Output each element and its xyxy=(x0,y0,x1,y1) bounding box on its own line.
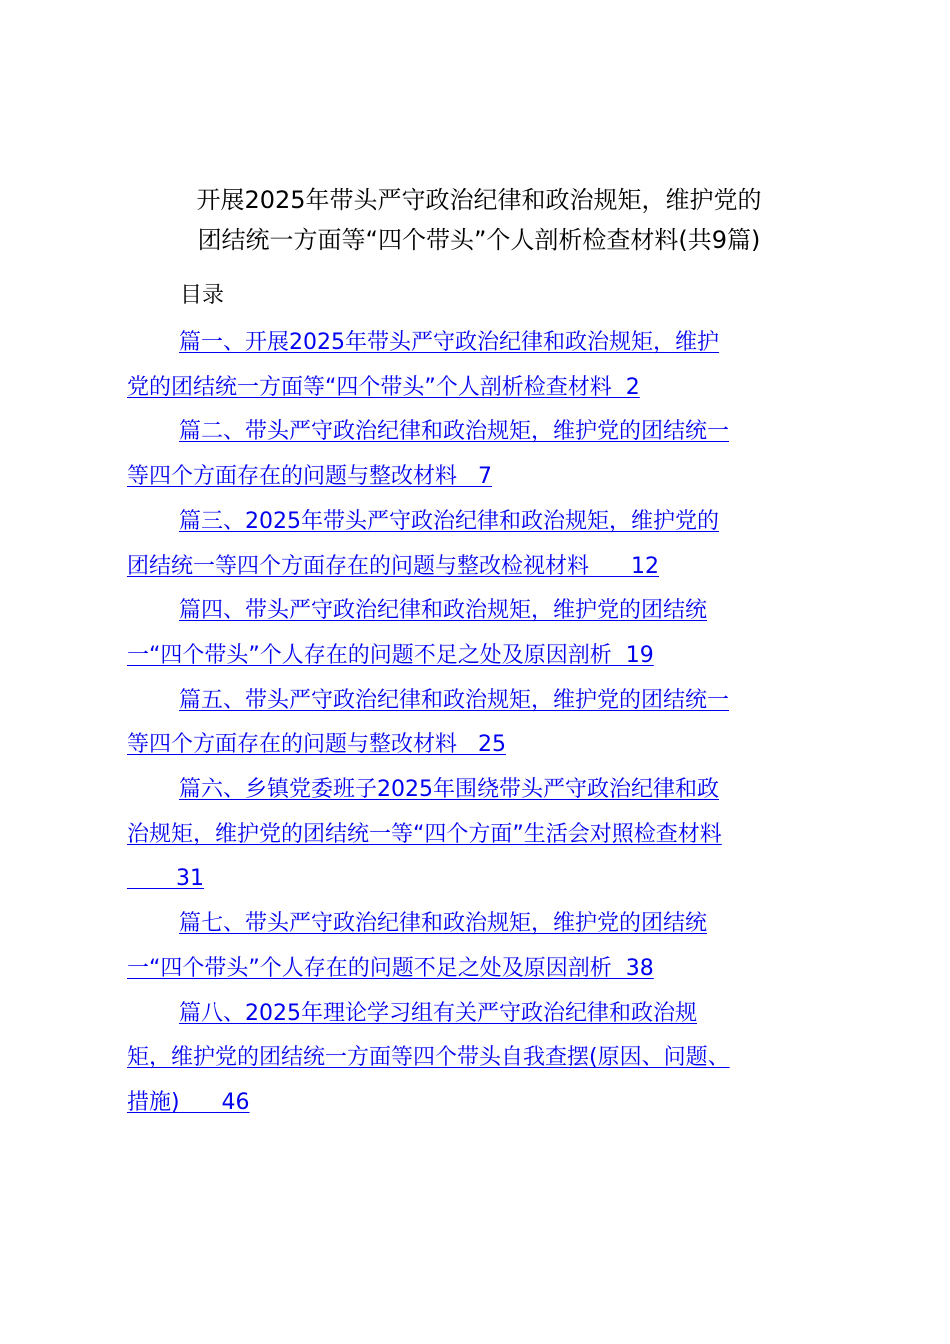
toc-link-8[interactable] xyxy=(127,992,827,1126)
toc-line: 篇二、带头严守政治纪律和政治规矩，维护党的团结统一 xyxy=(179,419,730,445)
toc-line: 一“四个带头”个人存在的问题不足之处及原因剖析 19 xyxy=(127,642,654,668)
toc-line: 篇一、开展2025年带头严守政治纪律和政治规矩，维护 xyxy=(179,330,719,355)
toc-line: 团结统一等四个方面存在的问题与整改检视材料 12 xyxy=(127,553,659,579)
toc-link-7[interactable] xyxy=(127,902,827,991)
toc-line: 篇六、乡镇党委班子2025年围绕带头严守政治纪律和政 xyxy=(179,777,719,803)
toc-line: 党的团结统一方面等“四个带头”个人剖析检查材料 2 xyxy=(127,374,640,400)
toc-line: 篇八、2025年理论学习组有关严守政治纪律和政治规 xyxy=(179,1000,697,1026)
toc-line: 矩，维护党的团结统一方面等四个带头自我查摆(原因、问题、 xyxy=(127,1045,730,1071)
toc-link-1[interactable] xyxy=(127,321,827,410)
title-line: 团结统一方面等“四个带头”个人剖析检查材料(共9篇) xyxy=(197,226,761,254)
toc-link-2[interactable] xyxy=(127,410,827,499)
toc-link-5[interactable] xyxy=(127,679,827,768)
toc-line: 等四个方面存在的问题与整改材料 25 xyxy=(127,732,506,758)
toc-link-4[interactable] xyxy=(127,589,827,678)
toc-line: 治规矩，维护党的团结统一等“四个方面”生活会对照检查材料 xyxy=(127,821,722,847)
toc-line: 31 xyxy=(127,866,204,892)
toc-line: 篇五、带头严守政治纪律和政治规矩，维护党的团结统一 xyxy=(179,687,730,713)
toc-line: 等四个方面存在的问题与整改材料 7 xyxy=(127,464,492,490)
title-line: 开展2025年带头严守政治纪律和政治规矩，维护党的 xyxy=(196,186,762,214)
toc-line: 一“四个带头”个人存在的问题不足之处及原因剖析 38 xyxy=(127,955,654,981)
toc-line: 措施) 46 xyxy=(127,1089,250,1115)
toc-line: 篇七、带头严守政治纪律和政治规矩，维护党的团结统 xyxy=(179,911,708,937)
toc-line: 篇三、2025年带头严守政治纪律和政治规矩，维护党的 xyxy=(179,508,719,534)
document-title xyxy=(120,180,838,260)
toc-link-3[interactable] xyxy=(127,500,827,589)
toc-link-6[interactable] xyxy=(127,768,827,902)
toc-line: 篇四、带头严守政治纪律和政治规矩，维护党的团结统 xyxy=(179,598,708,624)
table-of-contents xyxy=(127,321,827,1126)
toc-heading: 目录 xyxy=(180,283,225,308)
